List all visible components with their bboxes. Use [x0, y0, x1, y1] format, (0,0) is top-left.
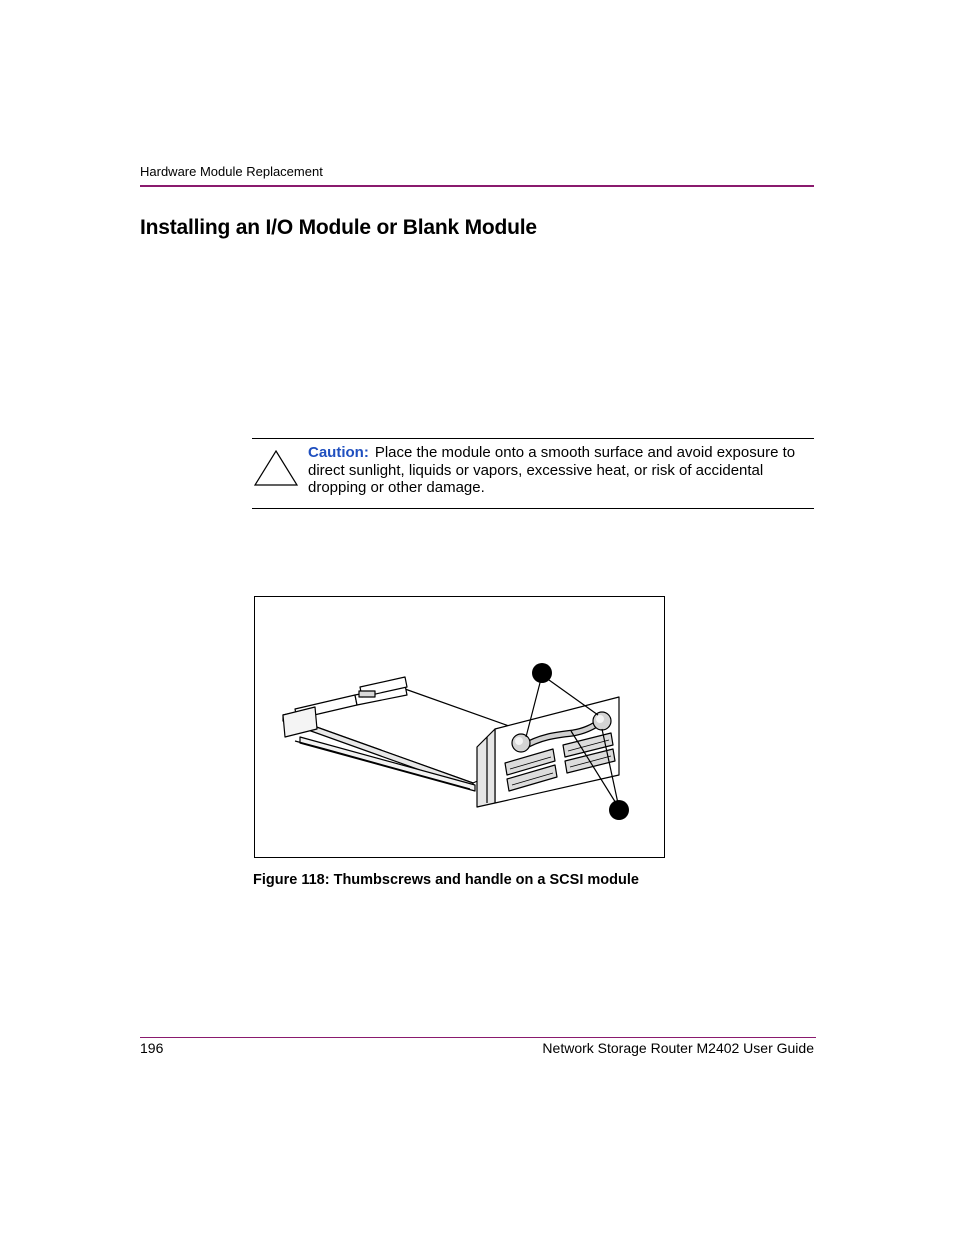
- running-header: Hardware Module Replacement: [140, 164, 323, 179]
- section-title: Installing an I/O Module or Blank Module: [140, 216, 537, 239]
- header-rule: [140, 185, 814, 187]
- callout-marker: [532, 663, 552, 683]
- figure-frame: [254, 596, 665, 858]
- figure-caption: Figure 118: Thumbscrews and handle on a SCSI module: [253, 872, 639, 888]
- caution-body: Place the module onto a smooth surface and avoid exposure to direct sunlight, liquids or vapors, excessive heat, or risk of accidental dropping or other damage.: [308, 444, 796, 496]
- caution-note: [308, 444, 814, 497]
- caution-top-rule: [252, 438, 814, 439]
- caution-label: Caution:: [308, 444, 369, 461]
- caution-bottom-rule: [252, 508, 814, 509]
- caution-triangle-icon: [253, 449, 299, 487]
- page-number: 196: [140, 1040, 164, 1056]
- callout-marker: [609, 800, 629, 820]
- footer-rule: [140, 1037, 816, 1038]
- document-title: Network Storage Router M2402 User Guide: [542, 1040, 814, 1056]
- scsi-module-illustration: [255, 597, 664, 857]
